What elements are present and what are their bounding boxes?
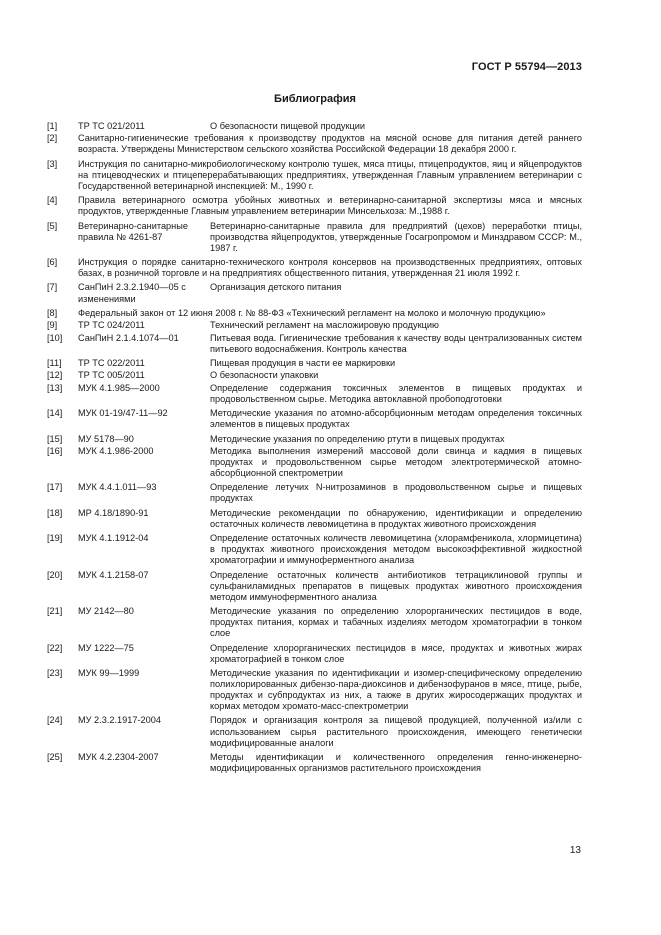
bibliography-entry bbox=[47, 533, 582, 566]
entry-text: Определение остаточных количеств левомицетина (хлорамфеникола, хлормицетина) в продуктах животного происхождения методом высокоэффективной жидкостной хроматографии и иммуноферментного анализа bbox=[210, 533, 582, 566]
bibliography-entry bbox=[47, 408, 582, 430]
entry-code: МУК 4.4.1.011—93 bbox=[78, 482, 157, 493]
entry-number: [19] bbox=[47, 533, 63, 544]
entry-text: Определение содержания токсичных элементов в пищевых продуктах и продовольственном сырье. Методика автоклавной пробоподготовки bbox=[210, 382, 582, 404]
entry-number: [13] bbox=[47, 382, 63, 393]
entry-text: Федеральный закон от 12 июня 2008 г. № 88-ФЗ «Технический регламент на молоко и молочную продукцию» bbox=[78, 307, 546, 318]
entry-text: Методика выполнения измерений массовой доли свинца и кадмия в пищевых продуктах и продовольственном сырье методом электротермической атомно-абсорбционной спектрометрии bbox=[210, 445, 582, 479]
entry-number: [21] bbox=[47, 606, 63, 617]
entry-number: [4] bbox=[47, 195, 58, 206]
entry-code: МУК 01-19/47-11—92 bbox=[78, 408, 168, 419]
bibliography-entry bbox=[47, 333, 582, 355]
bibliography-entry bbox=[47, 308, 582, 319]
entry-text: Питьевая вода. Гигиенические требования к качеству воды централизованных систем питьевого водоснабжения. Контроль качества bbox=[210, 332, 582, 354]
bibliography-entry bbox=[47, 195, 582, 217]
bibliography-entry bbox=[47, 383, 582, 405]
entry-number: [20] bbox=[47, 569, 63, 580]
bibliography-entry bbox=[47, 643, 582, 665]
entry-number: [6] bbox=[47, 257, 58, 268]
entry-number: [11] bbox=[47, 357, 62, 368]
entry-number: [17] bbox=[47, 482, 63, 493]
entry-code: СанПиН 2.1.4.1074—01 bbox=[78, 332, 179, 343]
entry-text: Методические указания по атомно-абсорбционным методам определения токсичных элементов в пищевых продуктах bbox=[210, 408, 582, 430]
entry-text: Пищевая продукция в части ее маркировки bbox=[210, 357, 396, 368]
entry-number: [14] bbox=[47, 408, 63, 419]
entry-code: МУ 2142—80 bbox=[78, 606, 134, 617]
entry-number: [2] bbox=[47, 133, 58, 144]
entry-text: Инструкция по санитарно-микробиологическому контролю тушек, мяса птицы, птицепродуктов, яиц и яйцепродуктов на птицеводческих и птицеперерабатывающих предприятиях, утвержденная Главным управлением ветеринарии с Государственной ветеринарной инспекцией: М., 1990 г. bbox=[78, 158, 582, 191]
entry-number: [9] bbox=[47, 320, 58, 331]
entry-text: Инструкция о порядке санитарно-технического контроля консервов на производственных предприятиях, оптовых базах, в розничной торговле и на предприятиях общественного питания, утвержденная 21 июля 1992 г. bbox=[78, 257, 582, 279]
entry-code: МУ 5178—90 bbox=[78, 433, 134, 444]
entry-number: [3] bbox=[47, 158, 58, 169]
bibliography-list bbox=[47, 121, 582, 777]
entry-text: Правила ветеринарного осмотра убойных животных и ветеринарно-санитарной экспертизы мяса и мясных продуктов, утвержденные Главным управлением ветеринарии Минсельхоза: М.,1988 г. bbox=[78, 195, 582, 217]
bibliography-entry bbox=[47, 221, 582, 254]
entry-number: [18] bbox=[47, 507, 63, 518]
entry-text: Методические рекомендации по обнаружению, идентификации и определению остаточных количеств левомицетина в продуктах животного происхождения bbox=[210, 507, 582, 529]
entry-text: Определение хлорорганических пестицидов в мясе, продуктах и животных жирах хроматографией в тонком слое bbox=[210, 642, 582, 664]
page-number: 13 bbox=[569, 845, 581, 856]
bibliography-entry bbox=[47, 320, 582, 331]
entry-number: [24] bbox=[47, 715, 63, 726]
entry-text: Определение летучих N-нитрозаминов в продовольственном сырье и пищевых продуктах bbox=[210, 482, 582, 504]
bibliography-entry bbox=[47, 282, 582, 304]
bibliography-entry bbox=[47, 370, 582, 381]
entry-code: МУК 4.2.2304-2007 bbox=[78, 751, 159, 762]
bibliography-entry bbox=[47, 508, 582, 530]
entry-code: МР 4.18/1890-91 bbox=[78, 507, 149, 518]
entry-code: СанПиН 2.3.2.1940—05 с изменениями bbox=[78, 282, 186, 304]
entry-text: Ветеринарно-санитарные правила для предприятий (цехов) переработки птицы, производства яйцепродуктов, утвержденные Госагропромом и Минздравом СССР: М., 1987 г. bbox=[210, 220, 582, 253]
entry-code: МУК 99—1999 bbox=[78, 667, 140, 678]
bibliography-entry bbox=[47, 257, 582, 279]
entry-code: МУК 4.1.2158-07 bbox=[78, 569, 149, 580]
entry-number: [22] bbox=[47, 642, 63, 653]
entry-code: ТР ТС 024/2011 bbox=[78, 320, 145, 331]
entry-text: Методические указания по определению ртути в пищевых продуктах bbox=[210, 433, 505, 444]
entry-text: Методические указания по определению хлорорганических пестицидов в воде, продуктах питания, кормах и табачных изделиях методом хроматографии в тонком слое bbox=[210, 606, 582, 639]
bibliography-entry bbox=[47, 434, 582, 445]
entry-text: Технический регламент на масложировую продукцию bbox=[210, 320, 439, 331]
bibliography-entry bbox=[47, 446, 582, 479]
entry-code: МУК 4.1.985—2000 bbox=[78, 382, 160, 393]
bibliography-entry bbox=[47, 159, 582, 192]
bibliography-entry bbox=[47, 133, 582, 155]
entry-number: [15] bbox=[47, 433, 63, 444]
page-title: Библиография bbox=[274, 93, 356, 105]
entry-code: МУ 2.3.2.1917-2004 bbox=[78, 715, 161, 726]
entry-text: Порядок и организация контроля за пищевой продукцией, полученной из/или с использованием сырья растительного происхождения, имеющего генетически модифицированные аналоги bbox=[210, 715, 582, 748]
bibliography-entry bbox=[47, 715, 582, 748]
bibliography-entry bbox=[47, 482, 582, 504]
entry-number: [23] bbox=[47, 667, 63, 678]
entry-text: Санитарно-гигиенические требования к производству продуктов на мясной основе для питания детей раннего возраста. Утверждены Министерством сельского хозяйства Российской Федерации 18 декабря 2000 г. bbox=[78, 133, 582, 155]
bibliography-entry bbox=[47, 358, 582, 369]
entry-number: [10] bbox=[47, 332, 63, 343]
entry-number: [5] bbox=[47, 220, 58, 231]
entry-number: [8] bbox=[47, 307, 58, 318]
entry-text: О безопасности упаковки bbox=[210, 370, 319, 381]
entry-text: О безопасности пищевой продукции bbox=[210, 121, 366, 131]
entry-code: МУ 1222—75 bbox=[78, 642, 134, 653]
document-code: ГОСТ Р 55794—2013 bbox=[471, 61, 582, 73]
entry-number: [12] bbox=[47, 370, 63, 381]
entry-code: ТР ТС 005/2011 bbox=[78, 370, 145, 381]
entry-text: Методические указания по идентификации и изомер-специфическому определению полихлорированных дибензо-пара-диоксинов и дибензофуранов в мясе, птице, рыбе, продуктах и субпродуктах из них, а также в других жиросодержащих продуктах и кормах методом хромато-масс-спектрометрии bbox=[210, 667, 582, 712]
entry-text: Определение остаточных количеств антибиотиков тетрациклиновой группы и сульфаниламидных препаратов в пищевых продуктах животного происхождения методом иммуноферментного анализа bbox=[210, 569, 582, 602]
entry-code: ТР ТС 022/2011 bbox=[78, 357, 145, 368]
entry-code: Ветеринарно-санитарные правила № 4261-87 bbox=[78, 220, 188, 242]
entry-number: [16] bbox=[47, 445, 63, 456]
bibliography-entry bbox=[47, 752, 582, 774]
entry-code: МУК 4.1.1912-04 bbox=[78, 533, 149, 544]
entry-text: Организация детского питания bbox=[210, 282, 342, 293]
bibliography-entry bbox=[47, 668, 582, 712]
bibliography-entry bbox=[47, 121, 582, 132]
bibliography-entry bbox=[47, 570, 582, 603]
entry-text: Методы идентификации и количественного определения генно-инженерно-модифицированных организмов растительного происхождения bbox=[210, 751, 582, 774]
entry-code: МУК 4.1.986-2000 bbox=[78, 445, 154, 456]
entry-code: ТР ТС 021/2011 bbox=[78, 121, 145, 131]
entry-number: [1] bbox=[47, 121, 58, 131]
entry-number: [25] bbox=[47, 751, 63, 762]
entry-number: [7] bbox=[47, 282, 58, 293]
bibliography-entry bbox=[47, 606, 582, 639]
